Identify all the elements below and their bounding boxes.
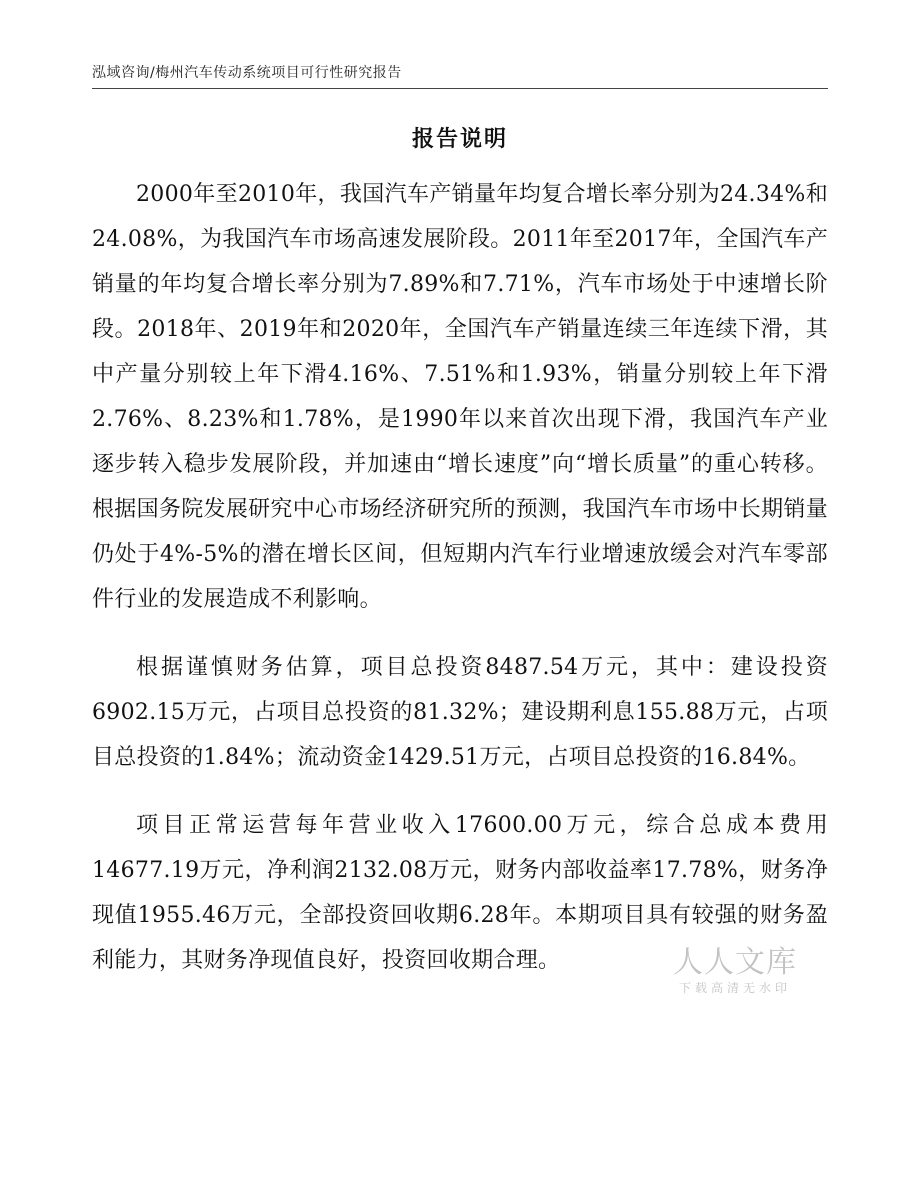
watermark-logo: 人人文库 — [673, 945, 797, 980]
paragraph-investment: 根据谨慎财务估算，项目总投资8487.54万元，其中：建设投资6902.15万元，占项目总投资的81.32%；建设期利息155.88万元，占项目总投资的1.84%；流动资金1429.51万元，占项目总投资的16.84%。 — [92, 655, 828, 770]
paragraph-market-overview: 2000年至2010年，我国汽车产销量年均复合增长率分别为24.34%和24.08%，为我国汽车市场高速发展阶段。2011年至2017年，全国汽车产销量的年均复合增长率分别为7.89%和7.71%，汽车市场处于中速增长阶段。2018年、2019年和2020年，全国汽车产销量连续三年连续下滑，其中产量分别较上年下滑4.16%、7.51%和1.93%，销量分别较上年下滑2.76%、8.23%和1.78%，是1990年以来首次出现下滑，我国汽车产业逐步转入稳步发展阶段，并加速由“增长速度”向“增长质量”的重心转移。根据国务院发展研究中心市场经济研究所的预测，我国汽车市场中长期销量仍处于4%-5%的潜在增长区间，但短期内汽车行业增速放缓会对汽车零部件行业的发展造成不利影响。 — [92, 182, 828, 612]
watermark-subtext: 下载高清无水印 — [678, 981, 791, 995]
header-divider — [92, 88, 828, 89]
watermark — [640, 946, 830, 996]
paragraph-financials: 项目正常运营每年营业收入17600.00万元，综合总成本费用14677.19万元，净利润2132.08万元，财务内部收益率17.78%，财务净现值1955.46万元，全部投资回收期6.28年。本期项目具有较强的财务盈利能力，其财务净现值良好，投资回收期合理。 — [92, 813, 828, 973]
page-title: 报告说明 — [411, 127, 508, 152]
document-body — [92, 172, 828, 1006]
running-header: 泓域咨询/梅州汽车传动系统项目可行性研究报告 — [92, 65, 402, 81]
